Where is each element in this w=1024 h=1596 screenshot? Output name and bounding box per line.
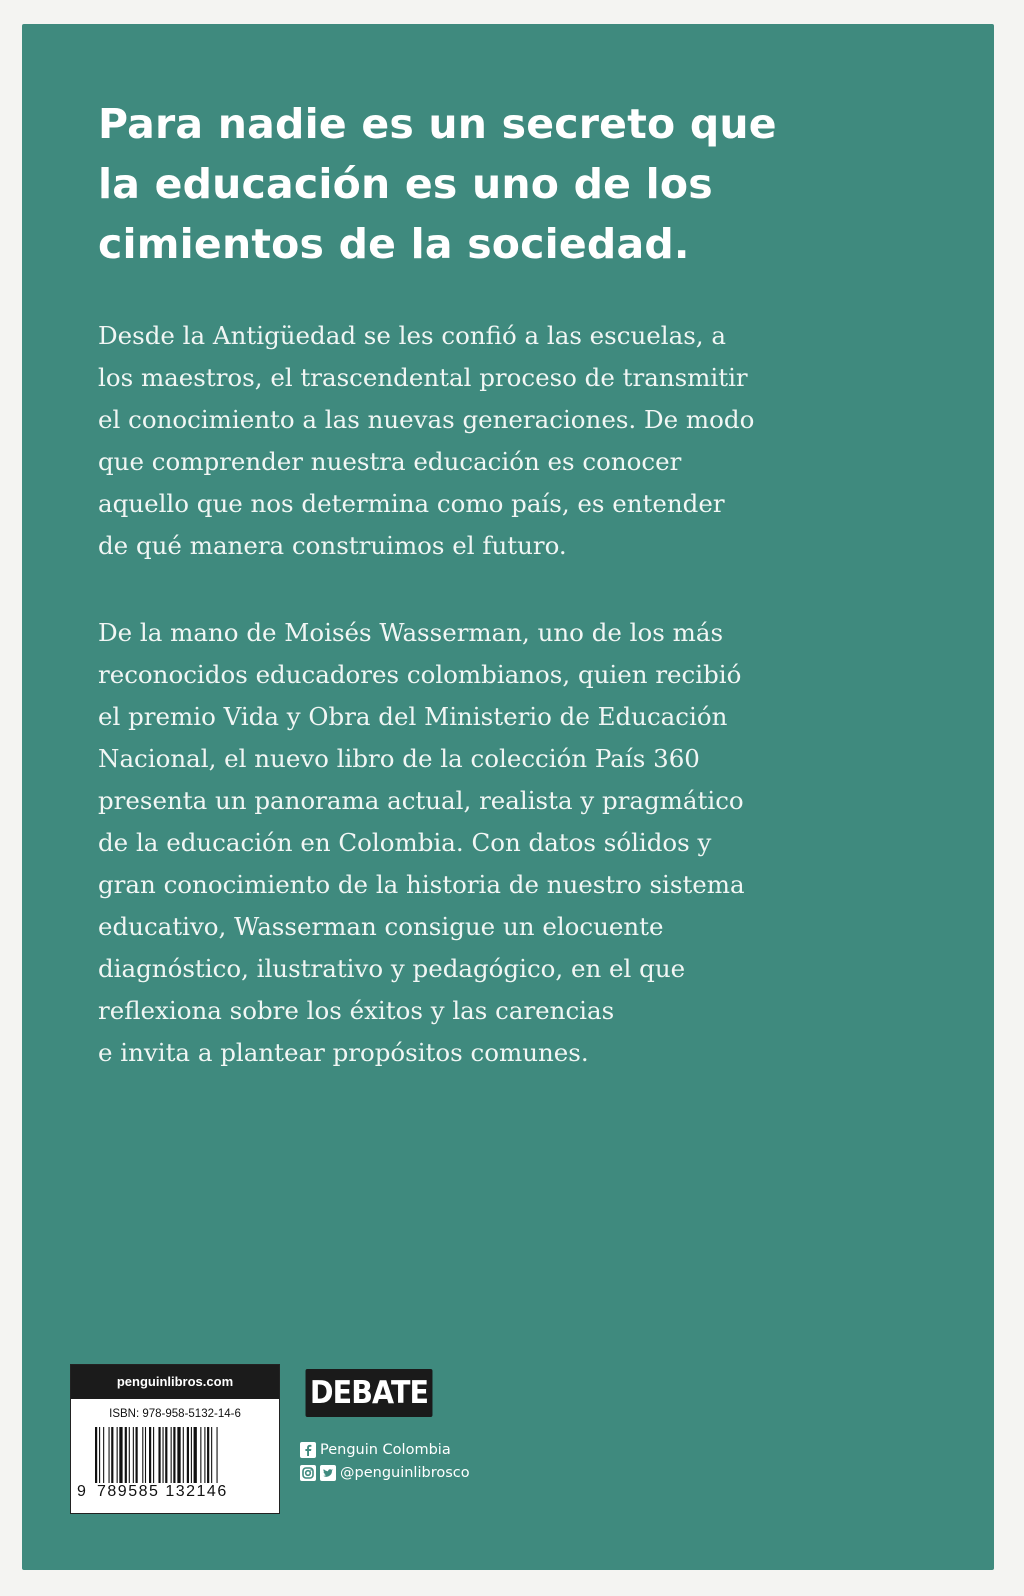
facebook-icon (300, 1442, 316, 1458)
publisher-logo: DEBATE (306, 1369, 433, 1417)
headline-line: Para nadie es un secreto que (98, 100, 777, 148)
headline-line: cimientos de la sociedad. (98, 220, 690, 268)
social-handle-row (300, 1465, 470, 1481)
facebook-link (300, 1442, 451, 1458)
synopsis-paragraph-2 (98, 612, 858, 1074)
text-line: de qué manera construimos el futuro. (98, 531, 567, 560)
text-line: el conocimiento a las nuevas generaciones. De modo (98, 405, 755, 434)
barcode-label (70, 1364, 280, 1514)
text-line: de la educación en Colombia. Con datos sólidos y (98, 828, 712, 857)
text-line: Desde la Antigüedad se les confió a las escuelas, a (98, 321, 726, 350)
website-url: penguinlibros.com (71, 1365, 279, 1399)
isbn-number: ISBN: 978-958-5132-14-6 (109, 1408, 241, 1420)
headline (98, 94, 858, 274)
text-line: los maestros, el trascendental proceso de transmitir (98, 363, 748, 392)
text-line: que comprender nuestra educación es conocer (98, 447, 682, 476)
text-line: el premio Vida y Obra del Ministerio de Educación (98, 702, 728, 731)
text-line: diagnóstico, ilustrativo y pedagógico, en el que (98, 954, 686, 983)
back-cover (22, 24, 994, 1570)
barcode-digits: 789585 132146 (97, 1483, 228, 1500)
text-line: De la mano de Moisés Wasserman, uno de los más (98, 618, 724, 647)
text-line: reconocidos educadores colombianos, quien recibió (98, 660, 742, 689)
text-line: educativo, Wasserman consigue un elocuente (98, 912, 664, 941)
social-handle: @penguinlibrosco (340, 1465, 470, 1481)
text-line: presenta un panorama actual, realista y pragmático (98, 786, 744, 815)
headline-line: la educación es uno de los (98, 160, 713, 208)
text-line: Nacional, el nuevo libro de la colección País 360 (98, 744, 700, 773)
text-line: gran conocimiento de la historia de nuestro sistema (98, 870, 745, 899)
barcode-icon (95, 1427, 255, 1489)
text-line: aquello que nos determina como país, es entender (98, 489, 725, 518)
synopsis-paragraph-1 (98, 315, 858, 567)
twitter-icon (320, 1465, 336, 1481)
instagram-icon (300, 1465, 316, 1481)
facebook-name: Penguin Colombia (320, 1442, 451, 1458)
barcode-lead-digit: 9 (77, 1483, 86, 1500)
text-line: reflexiona sobre los éxitos y las carencias (98, 996, 615, 1025)
text-line: e invita a plantear propósitos comunes. (98, 1038, 589, 1067)
